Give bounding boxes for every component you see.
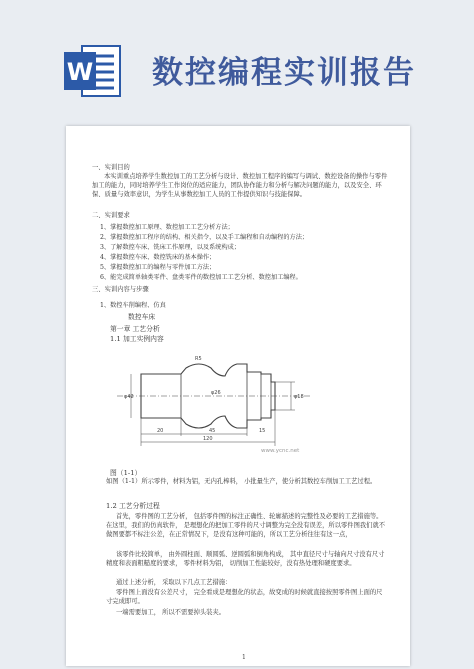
figure-description: 如图（1-1）所示零件，材料为铝，无内孔棒料， 小批量生产，使分析其数控车削加工工艺过程。 <box>106 478 377 485</box>
chapter-title: 第一章 工艺分析 <box>110 325 160 333</box>
header <box>0 0 474 120</box>
section-2-title: 二、实训要求 <box>92 212 130 219</box>
logo-letter: W <box>66 58 94 86</box>
page-number: 1 <box>242 654 246 661</box>
dim-label: 15 <box>259 428 266 434</box>
watermark-text: www.ycnc.net <box>261 448 300 454</box>
paragraph: 通过上述分析， 采取以下几点工艺措施： <box>116 579 232 586</box>
document-page <box>66 126 410 666</box>
part-drawing <box>111 346 331 458</box>
section-1-title: 一、实训目的 <box>92 164 130 171</box>
list-item: 5、掌握数控加工的编程与零件加工方法； <box>100 264 216 271</box>
subsection-label: 数控车床 <box>128 313 156 321</box>
paragraph: 该零件比较简单， 由外圆柱面、顺圆弧、逆圆弧和倒角构成， 其中直径尺寸与轴向尺寸没有尺寸精度和表面粗糙度的要求， 零件材料为铝， 切削加工性能较好，没有热处理和硬度要求。 <box>106 551 385 567</box>
list-item: 2、掌握数控加工程序的结构、相关指令，以及手工编程和自动编程的方法； <box>100 234 309 241</box>
list-item: 4、掌握数控车床、数控铣床的基本操作； <box>100 254 216 261</box>
subsection-label: 1、数控车削编程、仿真 <box>100 302 166 309</box>
section-1-body: 本实训重点培养学生数控加工的工艺分析与设计、数控加工程序的编写与调试、数控设备的操作与零件加工的能力，同时培养学生工作岗位的适应能力，团队协作能力和分析与解决问题的能力，以及安全、环保、质量与效率意识，为学生从事数控加工人员的工作提供知识与技能保障。 <box>92 173 388 198</box>
subsection-title: 1.2 工艺分析过程 <box>106 502 160 510</box>
dim-label: φ42 <box>124 394 134 400</box>
subsection-title: 1.1 加工实例内容 <box>110 335 164 343</box>
dim-label: 45 <box>209 428 216 434</box>
list-item: 3、了解数控车床、铣床工作原理，以及系统构成； <box>100 244 241 251</box>
document-title: 数控编程实训报告 <box>152 55 416 91</box>
paragraph: 首先，零件图的工艺分析， 包括零件图的标注正确性、轮廓描述的完整性及必要的工艺措施等。在这里，我们的仿真软件， 是理想化的把加工零件的尺寸调整为完全没有误差，所以零件图我们就不做图要都不标注公差，在正常情况下，是没有这种可能的，所以工艺分析往往有这一点， <box>106 513 386 538</box>
paragraph: 零件图上面没有公差尺寸， 完全看成是理想化的状态，故变成的时候就直接按照零件图上面的尺寸完成即可。 <box>106 589 383 605</box>
dim-label: 20 <box>157 428 164 434</box>
paragraph: 一端需要加工， 所以不需要掉头装夹。 <box>116 609 226 616</box>
dim-label: 120 <box>203 436 213 442</box>
figure-caption: 图（1-1） <box>110 469 142 477</box>
section-3-title: 三、实训内容与步骤 <box>92 286 149 293</box>
dim-label: φ26 <box>211 390 221 396</box>
list-item: 6、能完成简单轴类零件、盘类零件的数控加工工艺分析、数控加工编程。 <box>100 274 302 281</box>
dim-label: φ18 <box>294 394 304 400</box>
dim-label: R5 <box>195 356 202 362</box>
list-item: 1、掌握数控加工原理、数控加工工艺分析方法； <box>100 224 234 231</box>
word-document-icon <box>62 40 124 102</box>
